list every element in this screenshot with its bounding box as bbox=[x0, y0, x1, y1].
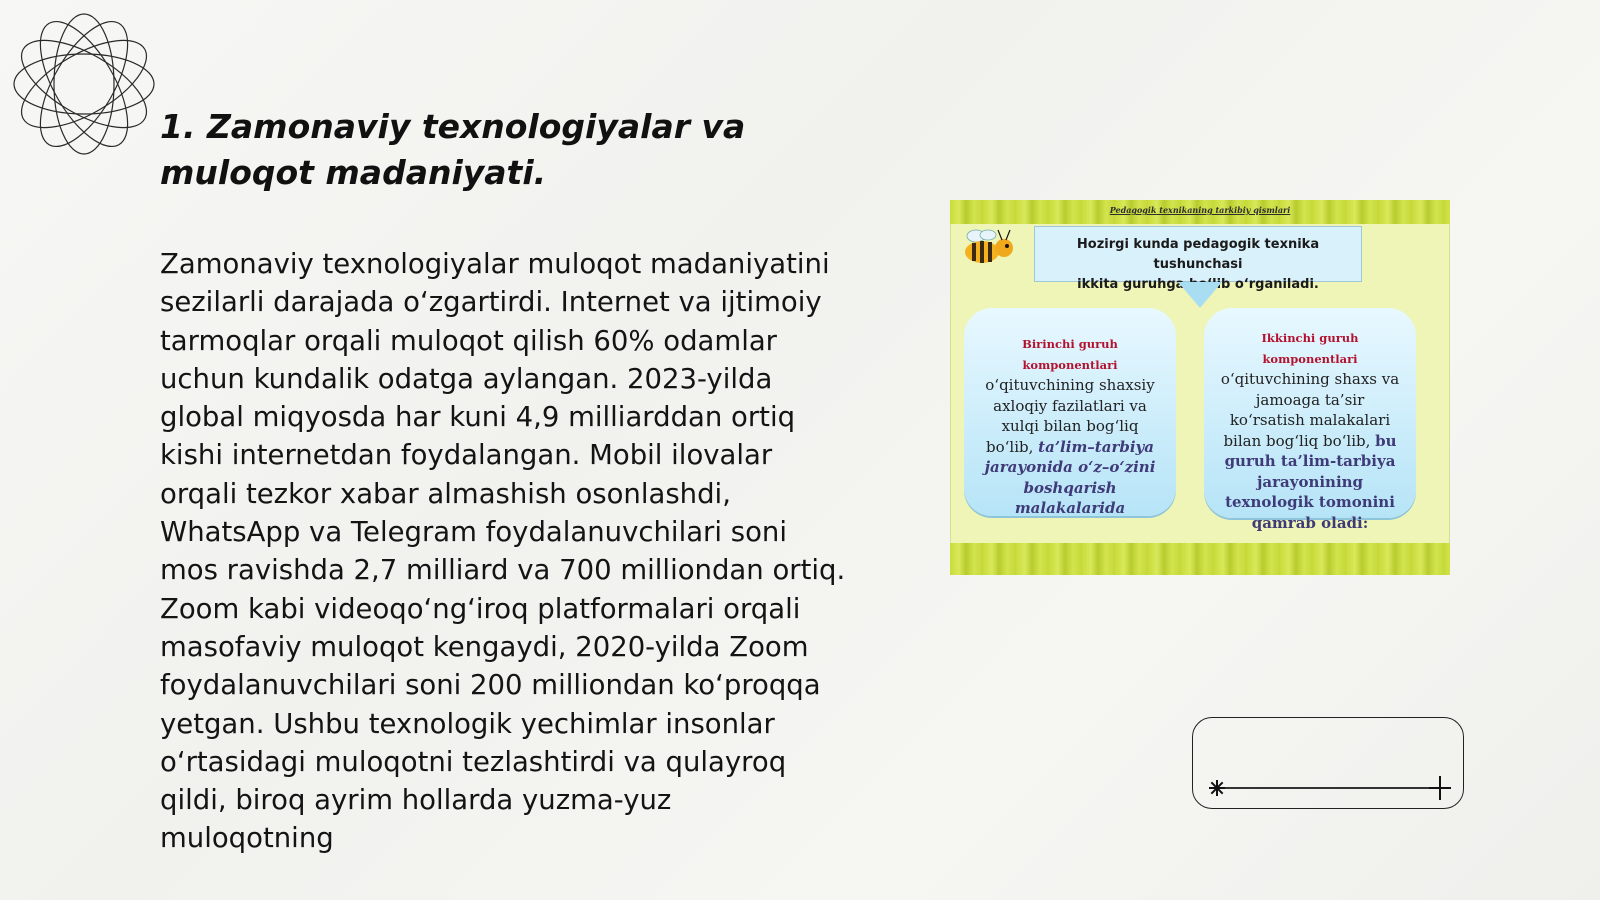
first-group-box bbox=[964, 308, 1176, 516]
panel-strip-title: Pedagogik texnikaning tarkibiy qismlari bbox=[1109, 205, 1291, 215]
circle-ornament-icon bbox=[8, 8, 160, 160]
slide-title-line-2: muloqot madaniyati. bbox=[160, 153, 547, 192]
first-group-emphasis: ta’lim–tarbiya jarayonida o‘z–o‘zini boshqarish malakalarida bbox=[984, 437, 1156, 517]
first-group-text: o‘qituvchining shaxsiy axloqiy fazilatlari va xulqi bilan bog‘liq bo‘lib, bbox=[985, 376, 1155, 456]
callout-box bbox=[1034, 226, 1362, 292]
slide-title bbox=[160, 104, 860, 196]
progress-slider[interactable] bbox=[1192, 717, 1464, 809]
panel-bottom-strip bbox=[950, 543, 1450, 575]
second-group-emphasis: bu guruh ta’lim-tarbiya jarayonining texnologik tomonini qamrab oladi: bbox=[1224, 431, 1397, 532]
callout-line-1: Hozirgi kunda pedagogik texnika tushunchasi bbox=[1076, 237, 1320, 272]
second-group-box bbox=[1204, 308, 1416, 532]
callout-line-2: ikkita guruhga bo‘lib o‘rganiladi. bbox=[1077, 277, 1319, 292]
pedagogy-diagram-image bbox=[950, 200, 1450, 575]
first-group-heading: Birinchi guruh komponentlari bbox=[1022, 337, 1118, 372]
bee-icon bbox=[958, 226, 1018, 270]
slide-title-line-1: 1. Zamonaviy texnologiyalar va bbox=[160, 107, 746, 146]
second-group-heading: Ikkinchi guruh komponentlari bbox=[1261, 331, 1359, 366]
slider-track[interactable] bbox=[1217, 787, 1441, 789]
slide-body-text: Zamonaviy texnologiyalar muloqot madaniyatini sezilarli darajada o‘zgartirdi. Internet va ijtimoiy tarmoqlar orqali muloqot qilish 60% odamlar uchun kundalik odatga aylangan. 2023-yilda global miqyosda har kuni 4,9 milliarddan ortiq kishi internetdan foydalangan. Mobil ilovalar orqali tezkor xabar almashish osonlashdi, WhatsApp va Telegram foydalanuvchilari soni mos ravishda 2,7 milliard va 700 milliondan ortiq. Zoom kabi videoqo‘ng‘iroq platformalari orqali masofaviy muloqot kengaydi, 2020-yilda Zoom foydalanuvchilari soni 200 milliondan ko‘proqqa yetgan. Ushbu texnologik yechimlar insonlar o‘rtasidagi muloqotni tezlashtirdi va qulayroq qildi, biroq ayrim hollarda yuzma-yuz muloqotning bbox=[160, 248, 846, 855]
second-group-text: o‘qituvchining shaxs va jamoaga ta’sir ko‘rsatish malakalari bilan bog‘liq bo‘lib, bbox=[1220, 370, 1400, 450]
crosshair-end-bar bbox=[1429, 787, 1451, 789]
callout-down-arrow-icon bbox=[1178, 282, 1222, 308]
